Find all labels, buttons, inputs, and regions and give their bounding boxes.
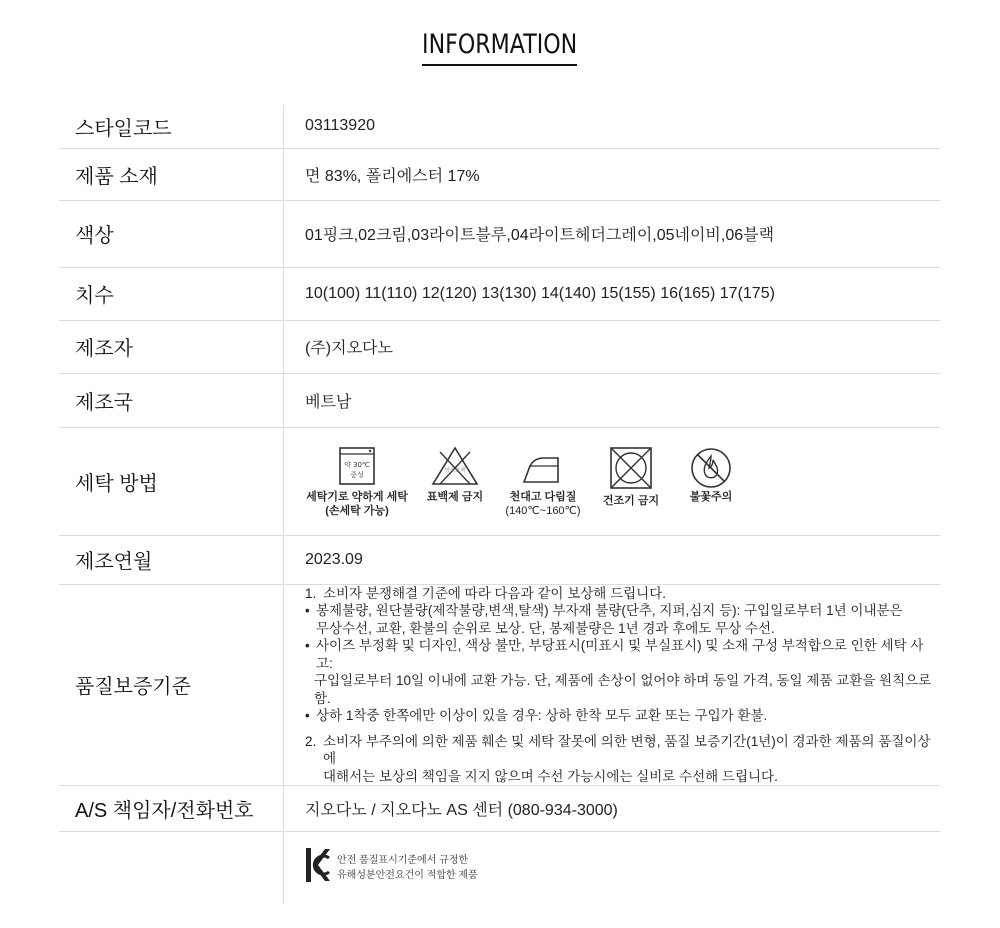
bullet-dot: • xyxy=(305,603,310,618)
care-item-no-tumble-dry xyxy=(593,446,669,508)
quality-bullet-3 xyxy=(305,707,940,725)
info-table xyxy=(59,105,940,904)
caption-no-tumble-dry: 건조기 금지 xyxy=(602,495,660,507)
quality-item-2-line1: 소비자 부주의에 의한 제품 훼손 및 세탁 잘못에 의한 변형, 품질 보증기간(1년)이 경과한 제품의 품질이상에 xyxy=(323,733,931,766)
label-as: A/S 책임자/전화번호 xyxy=(59,786,284,832)
row-color xyxy=(59,200,940,267)
caption-iron: 천대고 다림질 xyxy=(509,491,577,503)
quality-bullet-2 xyxy=(305,637,940,707)
row-kc xyxy=(59,832,940,904)
row-material xyxy=(59,148,940,200)
value-as: 지오다노 / 지오다노 AS 센터 (080-934-3000) xyxy=(284,786,941,832)
no-tumble-dry-icon xyxy=(609,446,653,490)
care-caption-machine-wash xyxy=(306,490,408,518)
value-quality xyxy=(284,584,941,786)
quality-item-1 xyxy=(305,585,940,603)
label-size: 치수 xyxy=(59,267,284,320)
kc-text-line1: 안전 품질표시기준에서 규정한 xyxy=(337,854,469,866)
iron-icon xyxy=(520,446,566,486)
quality-bullet-2-line1: 사이즈 부정확 및 디자인, 색상 불만, 부당표시(미표시 및 부실표시) 및 소재 구성 부적합으로 인한 세탁 사고: xyxy=(316,638,924,671)
label-quality: 품질보증기준 xyxy=(59,584,284,786)
row-size xyxy=(59,267,940,320)
quality-text xyxy=(305,585,940,786)
label-maker: 제조자 xyxy=(59,320,284,373)
page-title-wrap xyxy=(0,28,1000,66)
row-maker xyxy=(59,320,940,373)
quality-item-2 xyxy=(305,733,940,786)
label-date: 제조연월 xyxy=(59,535,284,584)
quality-bullet-1 xyxy=(305,602,940,637)
quality-item-2-num: 2. xyxy=(305,733,317,749)
row-as xyxy=(59,786,940,832)
quality-item-2-line2: 대해서는 보상의 책임을 지지 않으며 수선 가능시에는 실비로 수선해 드립니다. xyxy=(323,768,778,784)
value-color: 01핑크,02크림,03라이트블루,04라이트헤더그레이,05네이비,06블랙 xyxy=(284,200,941,267)
caption-no-bleach: 표백제 금지 xyxy=(426,491,484,503)
quality-item-1-num: 1. xyxy=(305,585,317,601)
value-kc xyxy=(284,832,941,904)
value-date: 2023.09 xyxy=(284,535,941,584)
caption-iron-sub: (140℃~160℃) xyxy=(505,505,581,517)
spacer xyxy=(305,725,940,733)
quality-item-1-text: 소비자 분쟁해결 기준에 따라 다음과 같이 보상해 드립니다. xyxy=(323,585,666,601)
row-style-code xyxy=(59,105,940,148)
row-date xyxy=(59,535,940,584)
label-kc-empty xyxy=(59,832,284,904)
bullet-dot: • xyxy=(305,708,310,723)
quality-bullet-1-line1: 봉제불량, 원단불량(제작불량,변색,탈색) 부자재 불량(단추, 지퍼,심지 등): 구입일로부터 1년 이내분은 xyxy=(316,603,903,618)
care-item-machine-wash xyxy=(305,446,409,518)
bullet-dot: • xyxy=(305,638,310,653)
label-washing: 세탁 방법 xyxy=(59,427,284,535)
value-style-code: 03113920 xyxy=(284,105,941,148)
kc-mark xyxy=(305,846,940,889)
value-washing xyxy=(284,427,941,535)
care-caption-iron xyxy=(505,490,580,518)
caption-machine-wash: 세탁기로 약하게 세탁 xyxy=(306,491,408,503)
kc-text-line2: 유해성분안전요건이 적합한 제품 xyxy=(337,869,478,881)
fire-caution-icon xyxy=(689,446,733,490)
machine-wash-icon xyxy=(337,446,377,486)
quality-bullet-2-line2: 구입일로부터 10일 이내에 교환 가능. 단, 제품에 손상이 없어야 하며 동일 가격, 동일 제품 교환을 원칙으로 함. xyxy=(314,673,932,706)
quality-bullet-1-line2: 무상수선, 교환, 환불의 순위로 보상. 단, 봉제불량은 1년 경과 후에도 무상 수선. xyxy=(316,620,775,636)
page-title: INFORMATION xyxy=(422,28,577,66)
label-color: 색상 xyxy=(59,200,284,267)
machine-wash-mode: 중성 xyxy=(350,471,364,479)
row-quality xyxy=(59,584,940,786)
row-washing xyxy=(59,427,940,535)
no-bleach-symbol: 염소표백 xyxy=(444,468,466,474)
care-item-fire-caution xyxy=(681,446,741,504)
kc-text xyxy=(337,853,478,883)
machine-wash-temp: 약 30℃ xyxy=(344,461,370,469)
value-size: 10(100) 11(110) 12(120) 13(130) 14(140) 15(155) 16(165) 17(175) xyxy=(284,267,941,320)
label-material: 제품 소재 xyxy=(59,148,284,200)
value-country: 베트남 xyxy=(284,373,941,427)
kc-logo-icon xyxy=(305,846,331,889)
label-country: 제조국 xyxy=(59,373,284,427)
caption-machine-wash-sub: (손세탁 가능) xyxy=(325,505,389,517)
row-country xyxy=(59,373,940,427)
label-style-code: 스타일코드 xyxy=(59,105,284,148)
no-bleach-icon xyxy=(430,446,480,486)
value-maker: (주)지오다노 xyxy=(284,320,941,373)
quality-bullet-3-line1: 상하 1착중 한쪽에만 이상이 있을 경우: 상하 한착 모두 교환 또는 구입가 환불. xyxy=(316,708,768,723)
caption-fire-caution: 불꽃주의 xyxy=(689,491,733,503)
care-icons xyxy=(305,444,940,518)
care-item-no-bleach xyxy=(419,446,491,504)
care-item-iron xyxy=(497,446,589,518)
value-material: 면 83%, 폴리에스터 17% xyxy=(284,148,941,200)
